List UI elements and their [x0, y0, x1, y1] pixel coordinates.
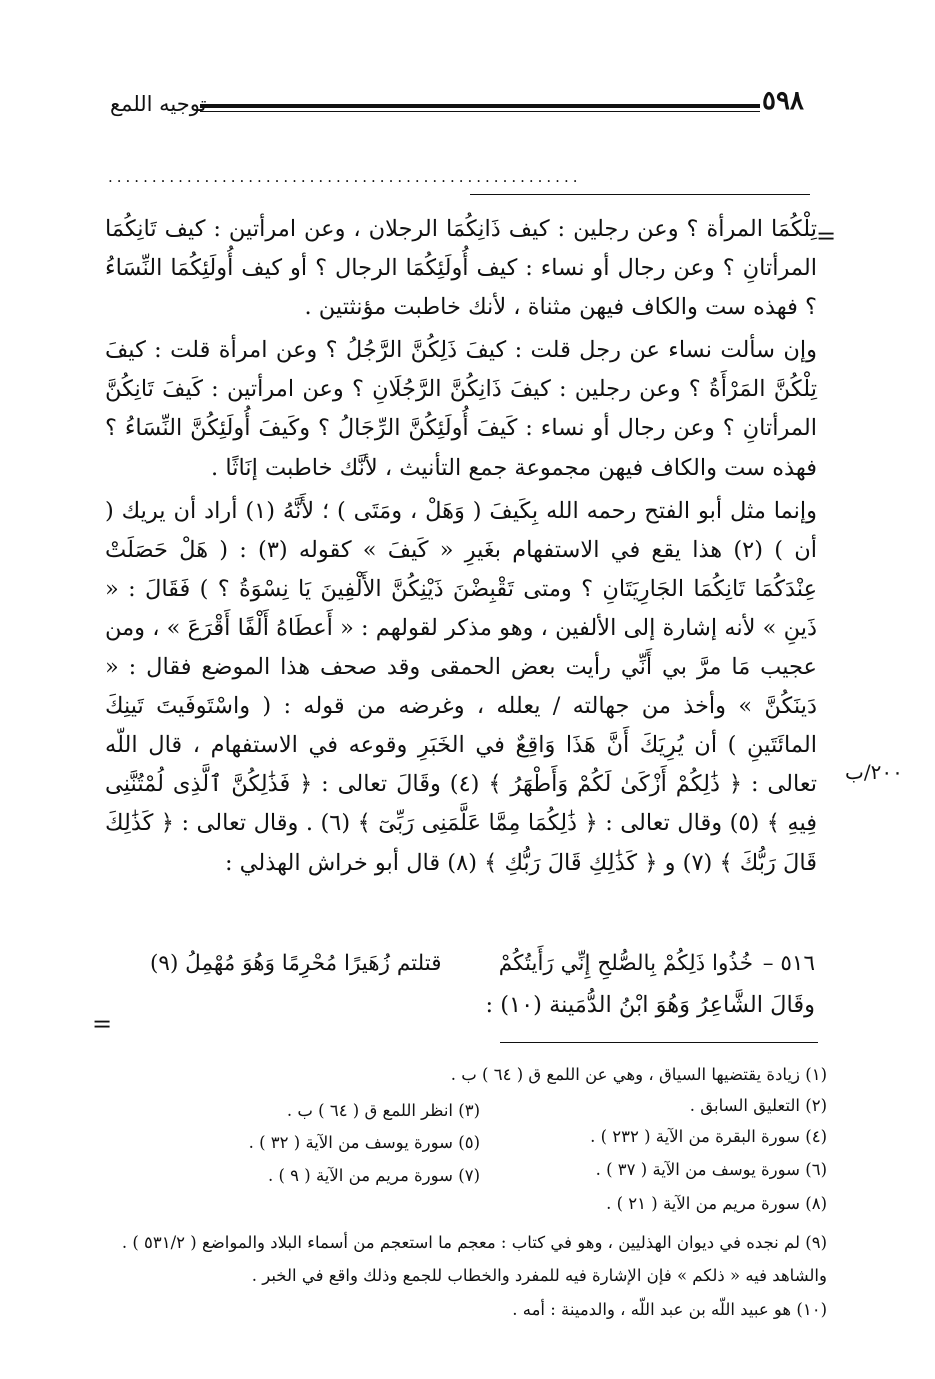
verse-first-hemistich: خُذُوا ذَلِكُمْ بِالصُّلحِ إِنِّي رَأَيتُكُمْ [498, 951, 753, 976]
dots-rule [470, 194, 810, 195]
footnote-9-continued: والشاهد فيه « ذلكم » فإن الإشارة فيه للمفرد والخطاب للجمع وذلك واقع في الخبر . [251, 1266, 827, 1285]
footnote-5: (٥) سورة يوسف من الآية ( ٣٢ ) . [248, 1133, 480, 1152]
paragraph: وإن سألت نساء عن رجل قلت : كيفَ ذَلِكُنَّ الرَّجُلُ ؟ وعن امرأة قلت : كيفَ تِلْكُنَّ المَرْأَةُ ؟ وعن رجلين : كيفَ ذَانِكُنَّ الرَّجُلَانِ ؟ وعن امرأتين : كَيفَ تَانِكُنَّ المرأتانِ ؟ وعن رجال أو نساء : كَيفَ أُولَئِكُنَّ الرِّجَالُ ؟ وكَيفَ أُولَئِكُنَّ النِّسَاءُ ؟ فهذه ست والكاف فيهن مجموعة جمع التأنيث ، لأنَّك خاطبت إنَاثًا . [105, 337, 817, 481]
footnote-10: (١٠) هو عبيد اللّه بن عبد اللّه ، والدمينة : أمه . [512, 1300, 827, 1319]
verse-number: ٥١٦ – [762, 951, 815, 976]
continuation-mark-bottom: = [92, 1010, 113, 1038]
continuation-mark-top: = [816, 222, 837, 250]
verse-second-hemistich: قتلتم زُهَيرًا مُحْرِمًا وَهُوَ مُهْمِلُ (٩) [150, 951, 442, 976]
footnote-3: (٣) انظر اللمع ق ( ٦٤ ) ب . [286, 1101, 480, 1120]
manuscript-folio-mark: ٢٠٠/ب [845, 760, 903, 784]
footnote-6: (٦) سورة يوسف من الآية ( ٣٧ ) . [595, 1160, 827, 1179]
footnote-4: (٤) سورة البقرة من الآية ( ٢٣٢ ) . [590, 1127, 827, 1146]
main-text [105, 210, 817, 883]
footnote-8: (٨) سورة مريم من الآية ( ٢١ ) . [606, 1194, 827, 1213]
book-title: توجيه اللمع [110, 92, 207, 116]
footnote-1: (١) زيادة يقتضيها السياق ، وهي عن اللمع ق ( ٦٤ ) ب . [450, 1065, 827, 1084]
footnote-9: (٩) لم نجده في ديوان الهذليين ، وهو في كتاب : معجم ما استعجم من أسماء البلاد والمواضع ( ٥٣١/٢ ) . [121, 1233, 827, 1252]
paragraph: وإنما مثل أبو الفتح رحمه الله بِكَيفَ ( وَهَلْ ، ومَتَى ) ؛ لأَنَّهُ (١) أراد أن يريك ( أن ) (٢) هذا يقع في الاستفهام بغَيرِ « كَيفَ » كقوله (٣) : ( هَلْ حَصَلَتْ عِنْدَكُمَا تَانِكُمَا الجَارِيَتَانِ ؟ ومتى تَقْبِضْنَ ذَيْنِكُنَّ الأَلْفِينَ يَا نِسْوَةُ ؟ ) فَقَالَ : « ذَينِ » لأنه إشارة إلى الألفين ، وهو مذكر لقولهم : « أَعطَاهُ أَلْفًا أَقْرَعَ » ، ومن عجيب مَا مرَّ بي أَنِّي رأيت بعض الحمقى وقد صحف هذا الموضع فقال : « دَينَكُنَّ » وأخذ من جهالته / يعلله ، وغرضه من قوله : ( واسْتَوفَيتَ تَينِكَ المائَتَينِ ) أن يُرِيَكَ أَنَّ هَذَا وَاقِعٌ في الخَبَرِ وقوعه في الاستفهام ، قال اللّه تعالى : ﴿ ذَٰلِكُمْ أَزْكَىٰ لَكُمْ وَأَطْهَرُ ﴾ (٤) وقَالَ تعالى : ﴿ فَذَٰلِكُنَّ ٱلَّذِى لُمْتُنَّنِى فِيهِ ﴾ (٥) وقال تعالى : ﴿ ذَٰلِكُمَا مِمَّا عَلَّمَنِى رَبِّىٓ ﴾ (٦) . وقال تعالى : ﴿ كَذَٰلِكَ قَالَ رَبُّكَ ﴾ (٧) و ﴿ كَذَٰلِكِ قَالَ رَبُّكِ ﴾ (٨) قال أبو خراش الهذلي : [105, 497, 818, 876]
footnote-separator [500, 1042, 818, 1043]
omission-dots: ...................................................... [108, 168, 582, 186]
page-number: ٥٩٨ [762, 86, 804, 116]
closing-line: وقَالَ الشَّاعِرُ وَهُوَ ابْنُ الدُّمَينة (١٠) : [485, 992, 815, 1018]
footnote-7: (٧) سورة مريم من الآية ( ٩ ) . [267, 1166, 480, 1185]
paragraph: تِلْكُمَا المرأة ؟ وعن رجلين : كيف ذَانِكُمَا الرجلان ، وعن امرأتين : كيف تَانِكُمَا المرأتانِ ؟ وعن رجال أو نساء : كيف أُولَئِكُمَا الرجال ؟ أو كيف أُولَئِكُمَا النِّسَاءُ ؟ فهذه ست والكاف فيهن مثناة ، لأنك خاطبت مؤنثتين . [105, 216, 817, 321]
footnote-2: (٢) التعليق السابق . [689, 1096, 827, 1115]
poetry-verse [150, 947, 815, 987]
header-rule-thick [200, 104, 760, 108]
header-rule-thin [200, 111, 760, 112]
